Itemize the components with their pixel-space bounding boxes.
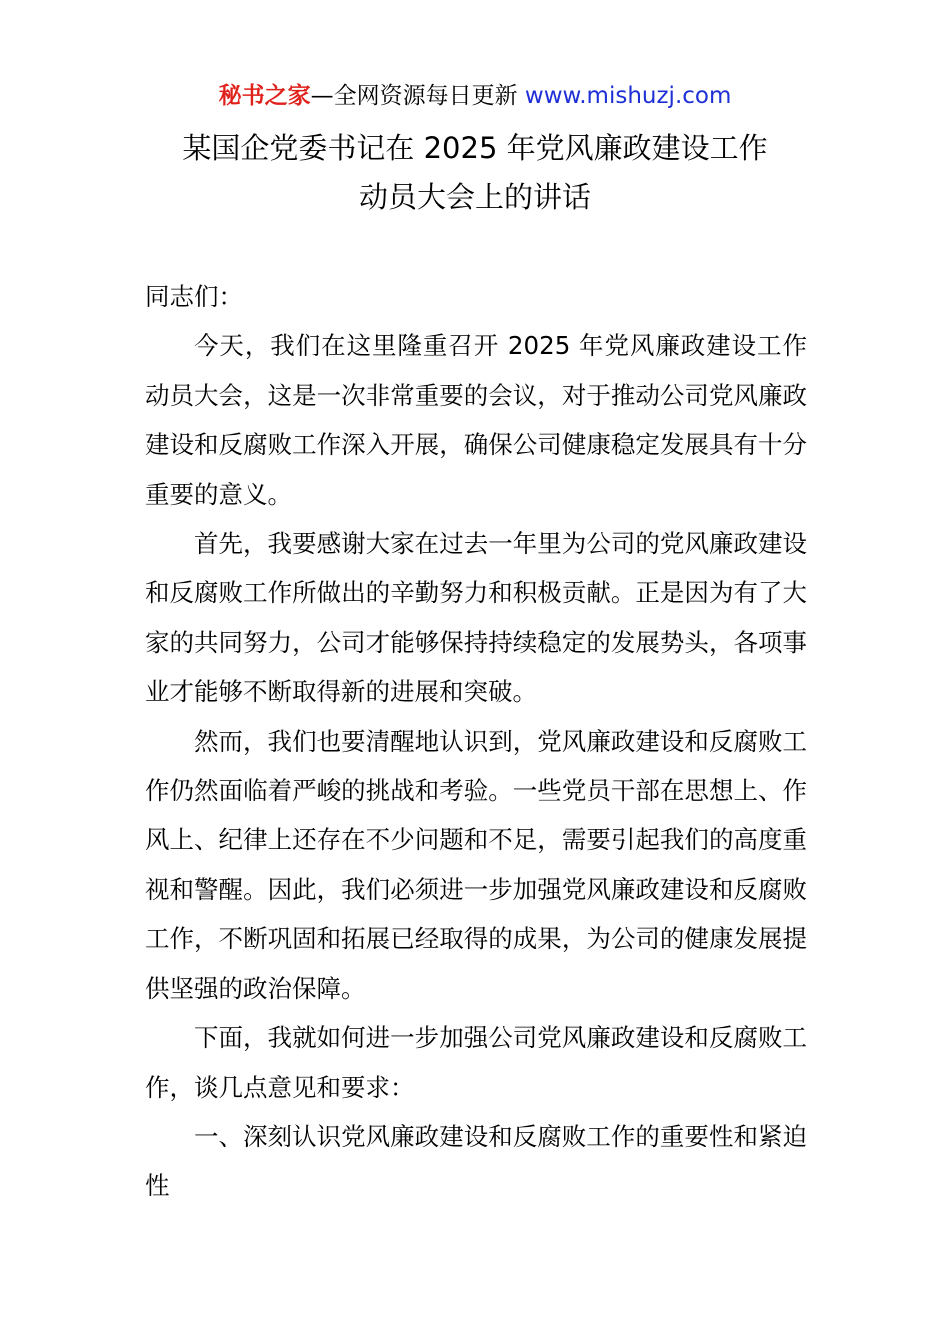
site-tagline: —全网资源每日更新	[310, 83, 525, 109]
paragraph-challenges: 然而，我们也要清醒地认识到，党风廉政建设和反腐败工作仍然面临着严峻的挑战和考验。一些党员干部在思想上、作风上、纪律上还存在不少问题和不足，需要引起我们的高度重视和警醒。因此，我们必须进一步加强党风廉政建设和反腐败工作，不断巩固和拓展已经取得的成果，为公司的健康发展提供坚强的政治保障。	[145, 726, 807, 1003]
paragraph-thanks: 首先，我要感谢大家在过去一年里为公司的党风廉政建设和反腐败工作所做出的辛勤努力和积极贡献。正是因为有了大家的共同努力，公司才能够保持持续稳定的发展势头，各项事业才能够不断取得新的进展和突破。	[145, 529, 807, 707]
document-title-line-2: 动员大会上的讲话	[358, 180, 591, 214]
site-name: 秘书之家	[218, 83, 311, 109]
paragraph-opening: 今天，我们在这里隆重召开 2025 年党风廉政建设工作动员大会，这是一次非常重要的会议，对于推动公司党风廉政建设和反腐败工作深入开展，确保公司健康稳定发展具有十分重要的意义。	[145, 331, 807, 509]
document-title-line-1: 某国企党委书记在 2025 年党风廉政建设工作	[182, 131, 768, 165]
salutation: 同志们：	[145, 282, 243, 311]
site-url-link[interactable]: www.mishuzj.com	[524, 83, 732, 109]
document-body	[145, 272, 807, 1211]
site-header	[0, 80, 950, 112]
paragraph-requirements-intro: 下面，我就如何进一步加强公司党风廉政建设和反腐败工作，谈几点意见和要求：	[145, 1023, 807, 1102]
section-heading-1: 一、深刻认识党风廉政建设和反腐败工作的重要性和紧迫性	[145, 1121, 807, 1201]
